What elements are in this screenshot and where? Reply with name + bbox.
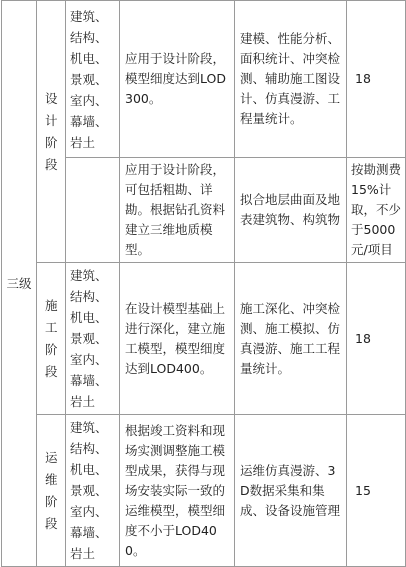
depth-cell-geology: [120, 158, 235, 263]
depth-cell-construction: [120, 263, 235, 415]
content-cell-geology: [235, 158, 347, 263]
level-label: 三级: [6, 275, 32, 291]
stage-label-construction: 施工阶段: [45, 297, 58, 379]
depth-text-operation: 根据竣工资料和现场实测调整施工模型成果，获得与现场安装实际一致的运维模型，模型细度不小于LOD400。: [125, 422, 226, 558]
content-text-geology: 拟合地层曲面及地表建筑物、构筑物: [240, 192, 341, 227]
fee-text-design: 18: [355, 71, 371, 86]
scope-text-construction: 建筑、结构、机电、景观、室内、幕墙、岩土: [70, 268, 108, 409]
content-text-operation: 运维仿真漫游、3D数据采集和集成、设备设施管理: [240, 462, 341, 518]
scope-text-operation: 建筑、结构、机电、景观、室内、幕墙、岩土: [70, 420, 108, 561]
depth-text-construction: 在设计模型基础上进行深化，建立施工模型，模型细度达到LOD400。: [125, 300, 226, 376]
fee-cell-geology: [347, 158, 406, 263]
content-text-construction: 施工深化、冲突检测、施工模拟、仿真漫游、施工工程量统计。: [240, 300, 341, 376]
content-cell-construction: [235, 263, 347, 415]
level-cell: [2, 1, 37, 567]
fee-cell-operation: [347, 415, 406, 567]
stage-label-design: 设计阶段: [45, 90, 58, 172]
fee-text-geology: 按勘测费15%计取，不少于5000元/项目: [351, 162, 402, 257]
scope-cell-geology: [66, 158, 120, 263]
table-row-design: [2, 1, 406, 158]
fee-cell-design: [347, 1, 406, 158]
scope-cell-construction: [66, 263, 120, 415]
depth-text-geology: 应用于设计阶段，可包括粗勘、详勘。根据钻孔资料建立三维地质模型。: [125, 162, 226, 257]
table-row-operation: [2, 415, 406, 567]
stage-label-operation: 运维阶段: [45, 449, 58, 531]
fee-text-operation: 15: [355, 482, 371, 498]
depth-text-design: 应用于设计阶段，模型细度达到LOD300。: [125, 51, 226, 106]
bim-fee-table: [1, 0, 406, 567]
content-cell-operation: [235, 415, 347, 567]
content-text-design: 建模、性能分析、面积统计、冲突检测、辅助施工图设计、仿真漫游、工程量统计。: [240, 31, 341, 126]
depth-cell-operation: [120, 415, 235, 567]
scope-cell-design: [66, 1, 120, 158]
depth-cell-design: [120, 1, 235, 158]
scope-text-design: 建筑、结构、机电、景观、室内、幕墙、岩土: [70, 8, 108, 150]
fee-text-construction: 18: [355, 330, 371, 346]
fee-cell-construction: [347, 263, 406, 415]
stage-cell-operation: [37, 415, 66, 567]
table-row-construction: [2, 263, 406, 415]
stage-cell-design: [37, 1, 66, 263]
content-cell-design: [235, 1, 347, 158]
scope-cell-operation: [66, 415, 120, 567]
stage-cell-construction: [37, 263, 66, 415]
